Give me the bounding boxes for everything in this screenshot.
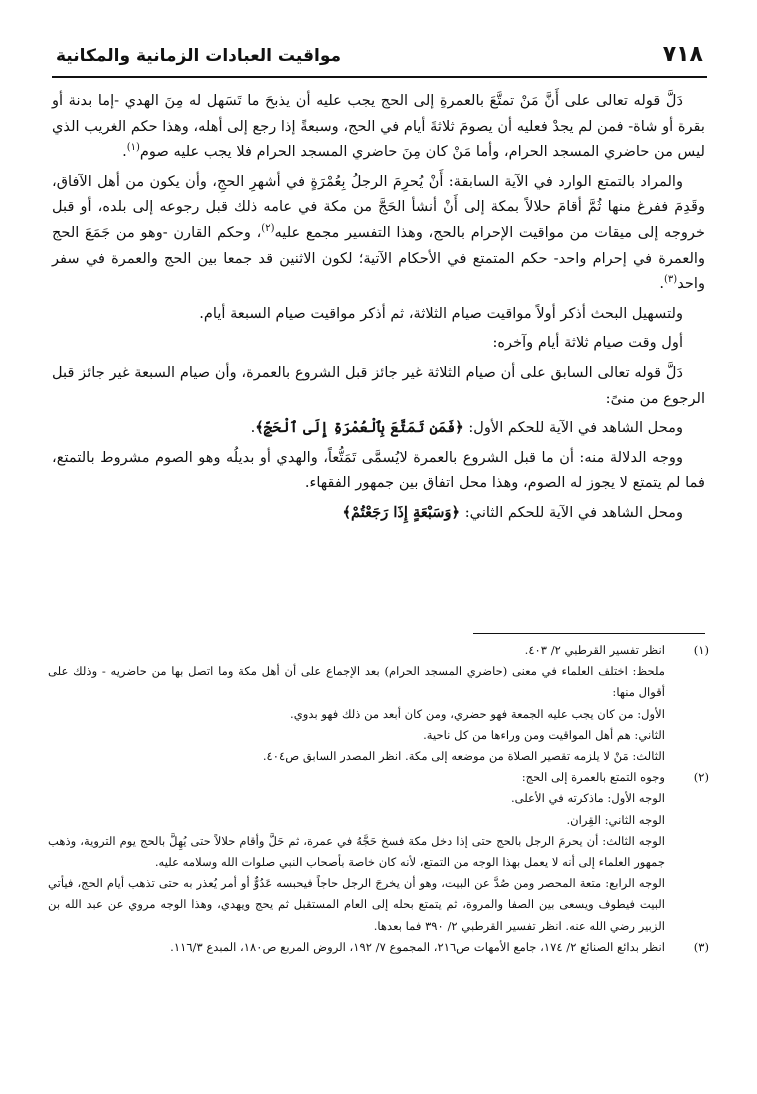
footnote-line: ملحظ: اختلف العلماء في معنى (حاضري المسجد الحرام) بعد الإجماع على أن أهل مكة وما اتصل بها من حاضريه - وذلك على أقوال منها: <box>48 664 665 700</box>
footnote-2 <box>48 767 709 937</box>
paragraph-text: ومحل الشاهد في الآية للحكم الثاني: <box>460 503 683 521</box>
paragraph-5: دَلَّ قوله تعالى السابق على أن صيام الثلاثة غير جائز قبل الشروع بالعمرة، وأن صيام السبعة غير جائز قبل الرجوع من منىً: <box>52 363 705 407</box>
footnote-number: (١) <box>693 643 709 657</box>
paragraph-8 <box>52 500 705 526</box>
footnote-line: انظر بدائع الصنائع ٢/ ١٧٤، جامع الأمهات ص٢١٦، المجموع ٧/ ١٩٢، الروض المربع ص١٨٠، المبدع ١١٦/٣. <box>170 939 665 954</box>
paragraph-text: دَلَّ قوله تعالى على أَنَّ مَنْ تمتَّعَ بالعمرةِ إلى الحج يجب عليه أن يذبحَ ما تَسَهل له مِنَ الهدي -إما بدنة أو بقرة أو شاة- فمن لم يجدْ فعليه أن يصومَ ثلاثةَ أيام في الحج، وسبعةً إذا رجع إلى أهله، وهذا حكم الغريب الذي ليس من حاضري المسجد الحرام، وأما مَنْ كان مِنَ حاضري المسجد الحرام فلا يجب عليه صوم <box>52 92 705 161</box>
paragraph-7: ووجه الدلالة منه: أن ما قبل الشروع بالعمرة لايُسمَّى تَمَتُّعاً، والهدي أو بديلُه وهو الصوم مشروط بالتمتع، فما لم يتمتع لا يجوز له الصوم، وهذا محل اتفاق بين جمهور الفقهاء. <box>52 448 705 492</box>
paragraph-text: والمراد بالتمتع الوارد في الآية السابقة: أَنْ يُحرِمَ الرجلُ بِعُمْرَةٍ في أشهرِ الحجِ، وأن يكون من أهل الآفاق، وقَدِمَ ففرغ منها ثُمَّ أقامَ حلالاً بمكة إلى أَنْ أنشأ الحَجَّ من مكة في عامه ذلك قبل رجوعه إلى بلده، أو قبل خروجه إلى ميقات من مواقيت الإحرام بالحج، وهذا التفسير مجمع عليه <box>52 172 705 241</box>
running-title: مواقيت العبادات الزمانية والمكانية <box>56 46 341 66</box>
footnote-1 <box>48 640 709 767</box>
footnote-ref-3[interactable]: (٣) <box>664 274 678 286</box>
footnote-line: الوجه الأول: ماذكرته في الأعلى. <box>510 791 665 806</box>
quran-verse: ﴿وَسَبْعَةٍ إِذَا رَجَعْتُمْ﴾ <box>342 503 461 521</box>
paragraph-6 <box>52 415 705 441</box>
page-header <box>52 40 707 78</box>
footnote-number: (٢) <box>693 770 709 785</box>
paragraph-3: ولتسهيل البحث أذكر أولاً مواقيت صيام الثلاثة، ثم أذكر مواقيت صيام السبعة أيام. <box>199 304 683 322</box>
main-text <box>52 88 705 530</box>
footnote-line: الوجه الثالث: أن يحرمَ الرجل بالحج حتى إذا دخل مكة فسخ حَجَّهُ في عمرة، ثم حَلَّ وأقام حلالاً حتى يُهِلَّ بالحج يوم التروية، وذهب جمهور العلماء إلى أنه لا يعمل بهذا الوجه من التمتع، لأنه كان خاصة بأصحاب النبي صلوات الله وسلامه عليه. <box>48 833 665 870</box>
paragraph-text: ومحل الشاهد في الآية للحكم الأول: <box>463 419 683 437</box>
footnote-ref-1[interactable]: (١) <box>126 142 140 154</box>
footnote-body <box>48 767 665 937</box>
footnote-line: الأول: من كان يجب عليه الجمعة فهو حضري، ومن كان أبعد من ذلك فهو بدوي. <box>290 706 665 721</box>
footnote-ref-2[interactable]: (٢) <box>261 223 275 235</box>
footnote-line: الوجه الثاني: القِران. <box>566 812 665 827</box>
footnote-body <box>48 640 665 767</box>
paragraph-end: . <box>122 143 127 161</box>
footnotes <box>48 640 709 958</box>
paragraph-text-cont: ، وحكم القارن -وهو من جَمَعَ الحج والعمرة في إحرام واحد- حكم المتمتع في الأحكام الآتية؛ لكون الاثنين قد جمعا بين الحج والعمرة في سفر واحد <box>52 223 705 293</box>
footnote-line: الثالث: مَنْ لا يلزمه تقصير الصلاة من موضعه إلى مكة. انظر المصدر السابق ص٤٠٤. <box>262 749 665 764</box>
footnote-line: الثاني: هم أهل المواقيت ومن وراءها من كل ناحية. <box>423 727 665 742</box>
quran-verse: ﴿فَمَن تَمَتَّعَ بِٱلْعُمْرَةِ إِلَى ٱلْحَجِّ﴾ <box>255 419 464 437</box>
paragraph-1 <box>52 88 705 165</box>
footnote-number: (٣) <box>693 939 709 954</box>
paragraph-end: . <box>659 275 665 293</box>
paragraph-end: . <box>250 419 256 437</box>
paragraph-4: أول وقت صيام ثلاثة أيام وآخره: <box>492 334 683 352</box>
page-number: ٧١٨ <box>662 42 703 67</box>
footnote-line: وجوه التمتع بالعمرة إلى الحج: <box>521 770 665 785</box>
footnote-3 <box>48 937 709 958</box>
footnote-line: انظر تفسير القرطبي ٢/ ٤٠٣. <box>524 643 665 657</box>
paragraph-2 <box>52 169 705 297</box>
footnote-body <box>48 937 665 958</box>
footnote-divider <box>473 633 705 634</box>
footnote-line: الوجه الرابع: متعة المحصر ومن صُدَّ عن البيت، وهو أن يخرجَ الرجل حاجاً فيحبسه عَدُوٌّ أو أمر يُعذر به حتى تذهب أيام الحج، فيأتي البيت فيطوف ويسعى بين الصفا والمروة، ثم يتمتع بحله إلى العام المستقبل ثم يحج ويهدي، وهذا الوجه مروي عن عبد الله بن الزبير رضي الله عنه. انظر تفسير القرطبي ٢/ ٣٩٠ فما بعدها. <box>48 876 665 933</box>
